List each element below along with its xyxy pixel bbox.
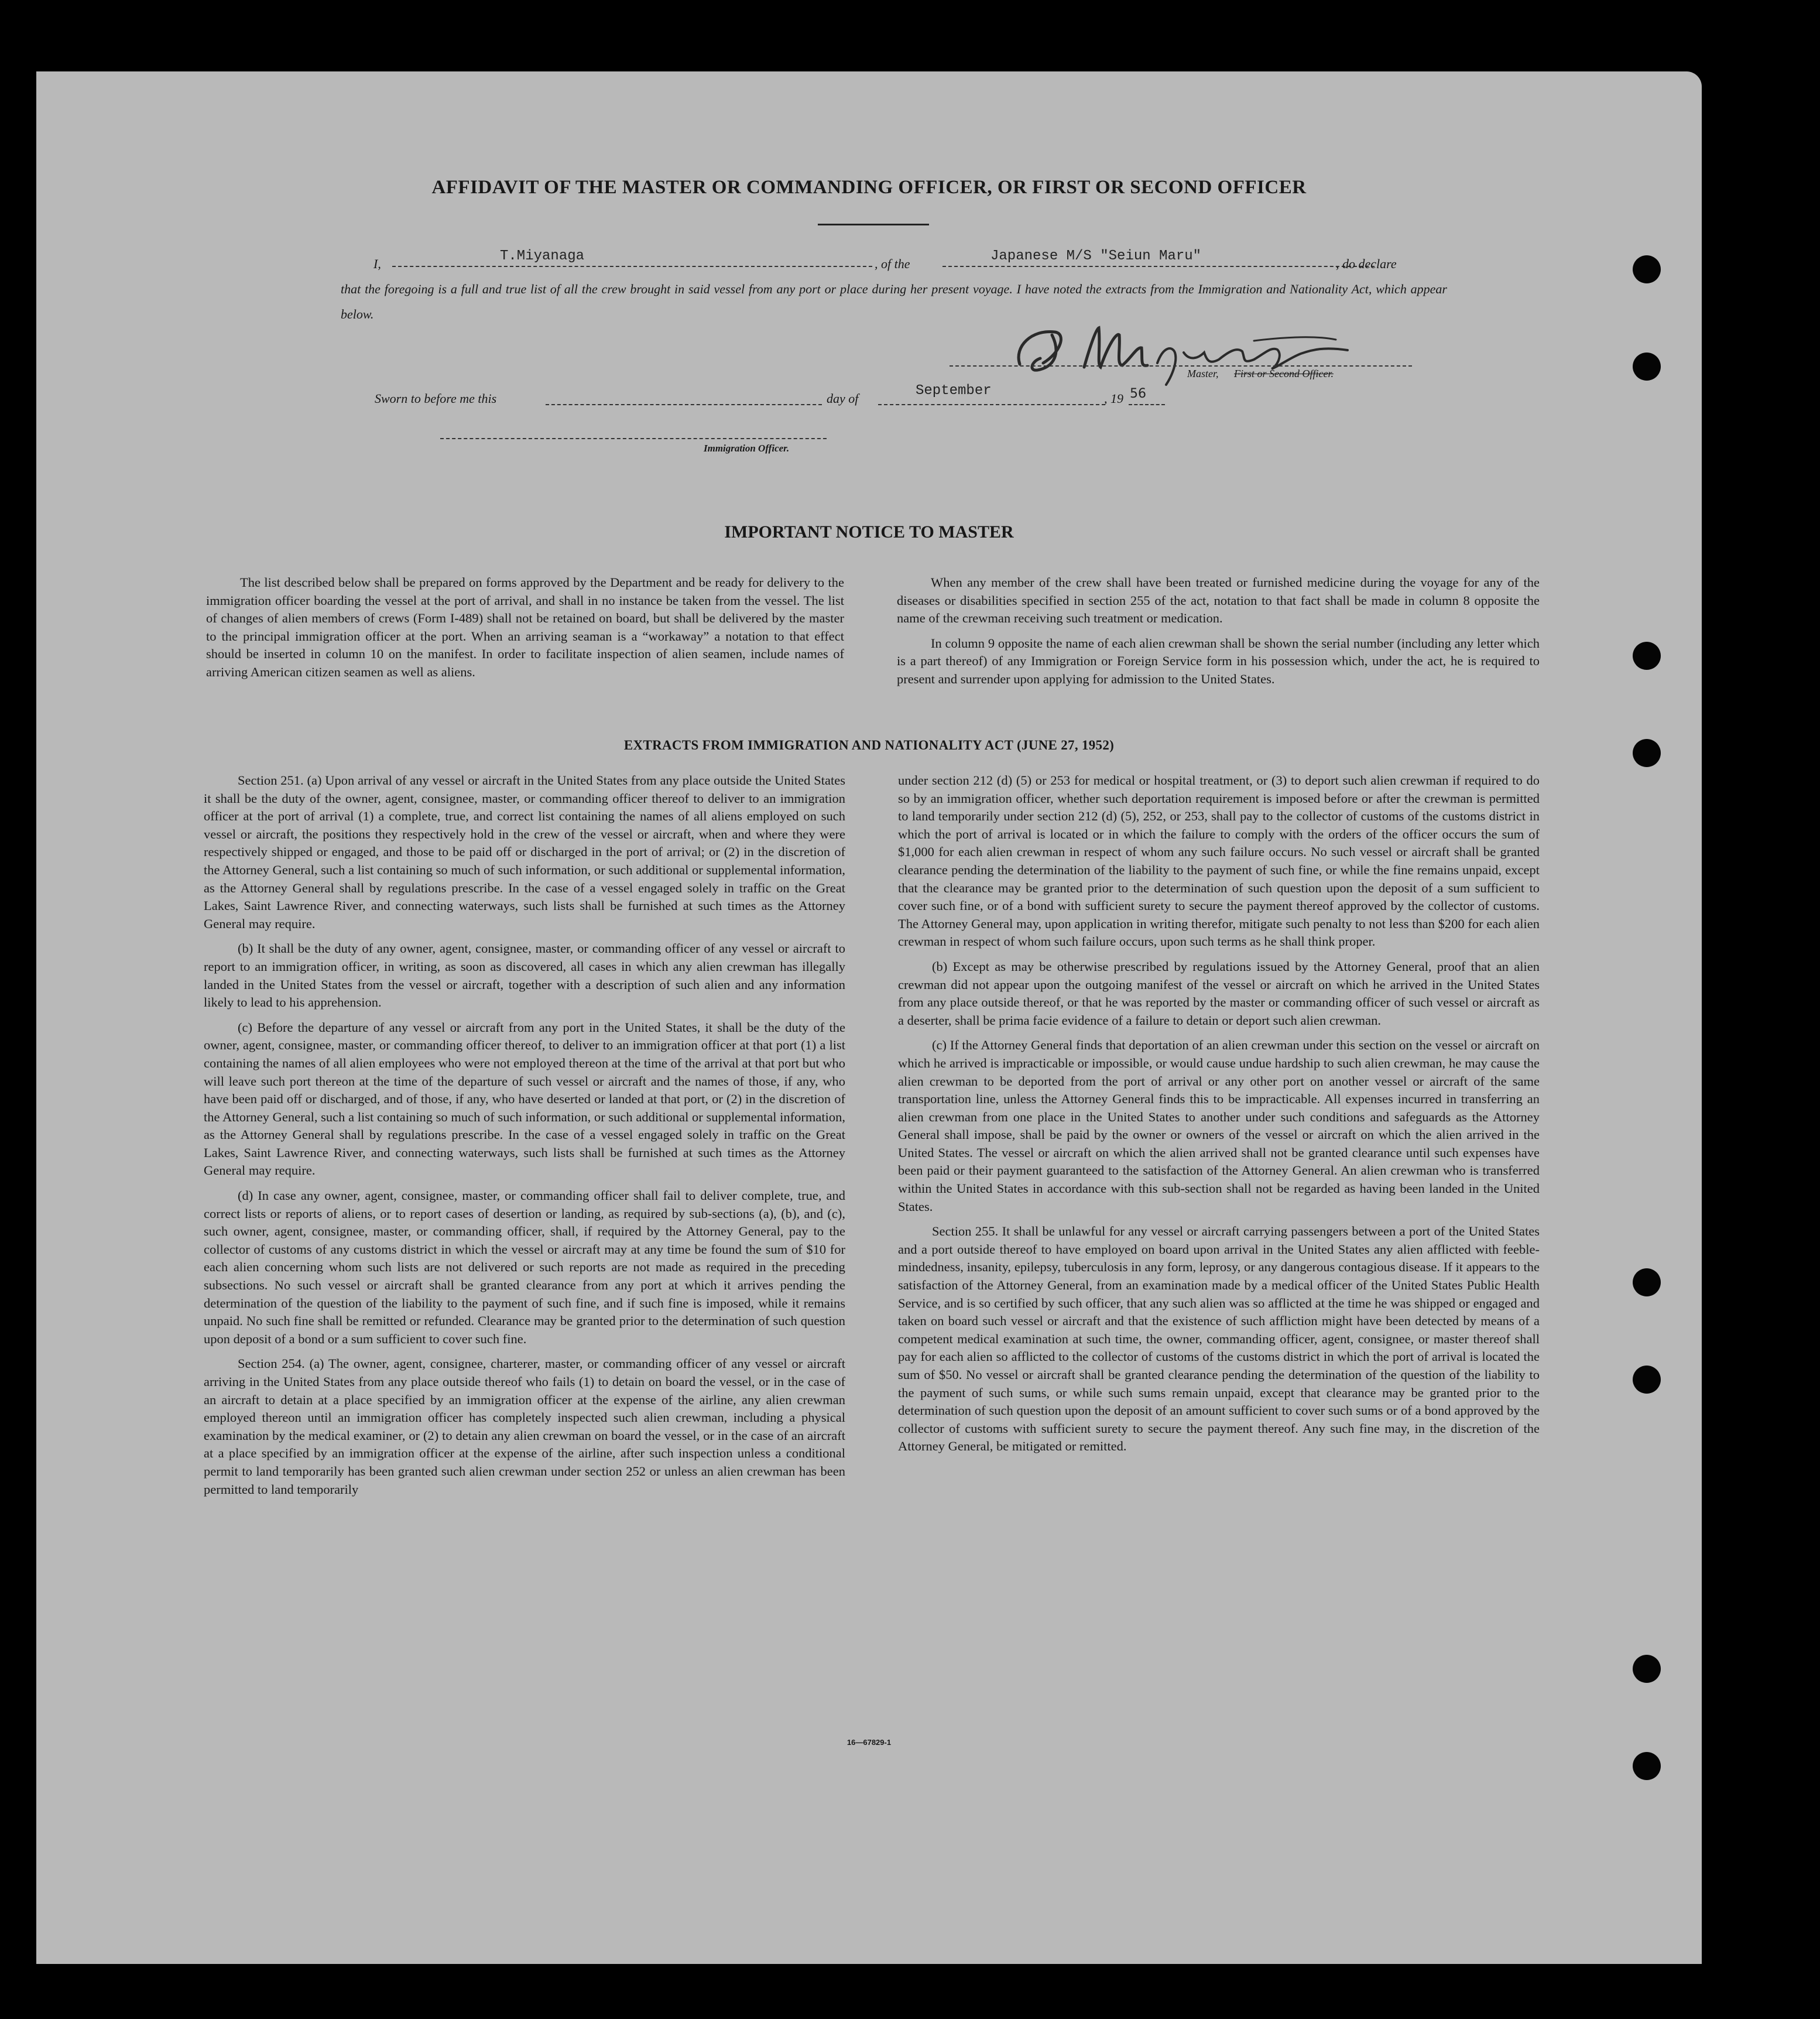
sworn-label: Sworn to before me this — [375, 391, 497, 406]
binder-hole — [1633, 1655, 1661, 1683]
declare-label: , do declare — [1336, 256, 1397, 271]
month-line — [878, 404, 1105, 405]
vessel-line — [942, 266, 1375, 267]
binder-hole — [1633, 255, 1661, 283]
vessel-name-field[interactable]: Japanese M/S "Seiun Maru" — [990, 248, 1202, 264]
form-code: 16—67829-1 — [846, 1738, 892, 1747]
sworn-day-line — [546, 404, 822, 405]
master-label: Master, — [1187, 368, 1219, 379]
of-the-label: , of the — [875, 256, 910, 271]
title-underline — [818, 224, 929, 225]
section-254-a: Section 254. (a) The owner, agent, consignee, charterer, master, or commanding officer of any vessel or aircraft arriving in the United States from any place outside thereof who fails (1) to detain on board the vessel, or in the case of an aircraft to detain at a place specified by an immigration officer at the expense of the airline, any alien crewman employed thereon until an immigration officer has completely inspected such alien crewman, including a physical examination by the medical examiner, or (2) to detain any alien crewman on board the vessel, or in the case of an aircraft at a place specified by an immigration officer at the expense of the airline, after such inspection unless a conditional permit to land temporarily has been granted such alien crewman under section 252 or unless an alien crewman has been permitted to land temporarily — [204, 1356, 845, 1497]
year-field[interactable]: 56 — [1130, 386, 1146, 401]
binder-hole — [1633, 1752, 1661, 1780]
section-254-c: (c) If the Attorney General finds that deportation of an alien crewman under this section on the vessel or aircraft on which he arrived is impracticable or impossible, or would cause undue hardship to such alien crewman, he may cause the alien crewman to be deported from the port of arrival or any other port on another vessel or aircraft of the same transportation line, unless the Attorney General finds this to be impracticable. All expenses incurred in transferring an alien crewman from one place in the United States to another under such conditions and safeguards as the Attorney General shall impose, shall be paid by the owner or owners of the vessel or aircraft on which the alien arrived in the United States. The vessel or aircraft on which the alien arrived shall not be granted clearance until such expenses have been paid or their payment guaranteed to the satisfaction of the Attorney General. An alien crewman who is transferred within the United States in accordance with this sub-section shall not be regarded as having been landed in the United States. — [898, 1038, 1540, 1214]
binder-hole — [1633, 642, 1661, 670]
section-251-d: (d) In case any owner, agent, consignee, master, or commanding officer shall fail to deliver complete, true, and correct lists or reports of aliens, or to report cases of desertion or landing, as required by sub-sections (a), (b), and (c), such owner, agent, consignee, master, or commanding officer, shall, if required by the Attorney General, pay to the collector of customs of any customs district in which the vessel or aircraft may at any time be found the sum of $10 for each alien concerning whom such lists are not delivered or such reports are not made as required in the preceding subsections. No such vessel or aircraft shall be granted clearance from any port at which it arrives pending the determination of the question of the liability to the payment of such fine, and if such fine is imposed, while it remains unpaid. No such fine shall be remitted or refunded. Clearance may be granted prior to the determination of such question upon deposit of a bond or a sum sufficient to cover such fine. — [204, 1188, 845, 1346]
notice-left-column — [206, 574, 844, 682]
section-251-b: (b) It shall be the duty of any owner, agent, consignee, master, or commanding officer of any vessel or aircraft to report to an immigration officer, in writing, as soon as discovered, all cases in which any alien crewman has illegally landed in the United States from the vessel or aircraft, together with a description of such alien and any information likely to lead to his apprehension. — [204, 941, 845, 1010]
notice-paragraph: In column 9 opposite the name of each alien crewman shall be shown the serial number (including any letter which is a part thereof) of any Immigration or Foreign Service form in his possession which, under the act, he is required to present and surrender upon applying for admission to the United States. — [897, 635, 1540, 686]
immigration-officer-label: Immigration Officer. — [704, 443, 790, 454]
year-line — [1129, 404, 1165, 405]
name-line — [392, 266, 872, 267]
year-prefix: , 19 — [1104, 391, 1123, 406]
notice-right-column — [897, 574, 1540, 689]
notice-paragraph: When any member of the crew shall have been treated or furnished medicine during the voyage for any of the diseases or disabilities specified in section 255 of the act, notation to that fact shall be made in column 8 opposite the name of the crewman receiving such treatment or medication. — [897, 575, 1540, 626]
extracts-title: EXTRACTS FROM IMMIGRATION AND NATIONALITY ACT (JUNE 27, 1952) — [623, 738, 1115, 752]
affidavit-statement: that the foregoing is a full and true list of all the crew brought in said vessel from any port or place during her present voyage. I have noted the extracts from the Immigration and Nationality Act, which appear below. — [341, 282, 1447, 321]
i-label: I, — [373, 256, 381, 271]
section-251-c: (c) Before the departure of any vessel or aircraft from any port in the United States, it shall be the duty of the owner, agent, consignee, master, or commanding officer thereof, to deliver to an immigration officer at that port (1) a list containing the names of all alien employees who were not employed thereon at the time of the arrival at that port but who will leave such port thereon at the time of the departure of such vessel or aircraft and the names of those, if any, who have been paid off or discharged, and of those, if any, who have deserted or landed at that port, or (2) in the discretion of the Attorney General, such a list containing so much of such information, or such additional or supplemental information, as the Attorney General shall by regulations prescribe. In the case of a vessel engaged solely in traffic on the Great Lakes, Saint Lawrence River, and connecting waterways, such lists shall be furnished at such times as the Attorney General may require. — [204, 1019, 845, 1178]
signature-line — [950, 365, 1412, 367]
section-251-a: Section 251. (a) Upon arrival of any vessel or aircraft in the United States from any place outside the United States it shall be the duty of the owner, agent, consignee, master, or commanding officer thereof to deliver to an immigration officer at the port of arrival (1) a complete, true, and correct list containing the names of all aliens employed on such vessel or aircraft, the positions they respectively hold in the crew of the vessel or aircraft, when and where they were respectively shipped or engaged, and those to be paid off or discharged in the port of arrival; or (2) in the discretion of the Attorney General, such a list containing so much of such information, or such additional or supplemental information, as the Attorney General shall by regulations prescribe. In the case of a vessel engaged solely in traffic on the Great Lakes, Saint Lawrence River, and connecting waterways, such lists shall be furnished at such times as the Attorney General may require. — [204, 773, 845, 931]
notice-title: IMPORTANT NOTICE TO MASTER — [724, 522, 1014, 542]
master-name-field[interactable]: T.Miyanaga — [500, 248, 585, 264]
notice-paragraph: The list described below shall be prepared on forms approved by the Department and be ready for delivery to the immigration officer boarding the vessel at the port of arrival, and shall in no instance be taken from the vessel. The list of changes of alien members of crews (Form I-489) shall not be retained on board, but shall be delivered by the master to the principal immigration officer at the port. When an arriving seaman is a “workaway” a notation to that effect should be inserted in column 10 on the manifest. In order to facilitate inspection of alien seamen, include names of arriving American citizen seamen as well as aliens. — [206, 575, 844, 679]
section-254-b: (b) Except as may be otherwise prescribed by regulations issued by the Attorney General, proof that an alien crewman did not appear upon the outgoing manifest of the vessel or aircraft on which he arrived in the United States from any place outside thereof, or that he was reported by the master or commanding officer of such vessel or aircraft as a deserter, shall be prima facie evidence of a failure to detain or deport such alien crewman. — [898, 959, 1540, 1028]
extracts-left-column — [204, 772, 845, 1498]
extracts-right-column — [898, 772, 1540, 1456]
day-of-label: day of — [827, 391, 859, 406]
struck-officer-title: First or Second Officer. — [1234, 368, 1334, 379]
section-255: Section 255. It shall be unlawful for any vessel or aircraft carrying passengers between a port of the United States and a port outside thereof to have employed on board upon arrival in the United States any alien afflicted with feeble-mindedness, insanity, epilepsy, tuberculosis in any form, leprosy, or any dangerous contagious disease. If it appears to the satisfaction of the Attorney General, from an examination made by a medical officer of the United States Public Health Service, and is so certified by such officer, that any such alien was so afflicted at the time he was shipped or engaged and taken on board such vessel or aircraft and that the existence of such affliction might have been detected by means of a competent medical examination at such time, the owner, commanding officer, agent, consignee, or master thereof shall pay for each alien so afflicted to the collector of customs of the customs district in which the port of arrival is located the sum of $50. No vessel or aircraft shall be granted clearance pending the determination of the question of the liability to the payment of such sums, or while such sums remain unpaid, except that clearance may be granted prior to the determination of such question upon the deposit of an amount sufficient to cover such sums or of a bond approved by the collector of customs with sufficient surety to secure the payment thereof. Any such fine may, in the discretion of the Attorney General, be mitigated or remitted. — [898, 1224, 1540, 1454]
section-254-a-continued: under section 212 (d) (5) or 253 for medical or hospital treatment, or (3) to deport such alien crewman if required to do so by an immigration officer, whether such deportation requirement is imposed before or after the crewman is permitted to land temporarily under section 212 (d) (5), 252, or 253, shall pay to the collector of customs of the customs district in which the port of arrival is located or in which the failure to comply with the orders of the officer occurs the sum of $1,000 for each alien crewman in respect of whom any such failure occurs. No such vessel or aircraft shall be granted clearance pending the determination of the liability to the payment of such fine, or while the fine remains unpaid, except that the clearance may be granted prior to the determination of such question upon the deposit of a sum sufficient to cover such fine, or of a bond with sufficient surety to secure the payment thereof approved by the collector of customs. The Attorney General may, upon application in writing therefor, mitigate such penalty to not less than $200 for each alien crewman in respect of whom such failure occurs, upon such terms as he shall think proper. — [898, 773, 1540, 949]
binder-hole — [1633, 353, 1661, 381]
binder-hole — [1633, 1366, 1661, 1394]
month-field[interactable]: September — [916, 383, 992, 399]
binder-hole — [1633, 1268, 1661, 1296]
officer-signature-line — [440, 438, 827, 439]
affidavit-title: AFFIDAVIT OF THE MASTER OR COMMANDING OFFICER, OR FIRST OR SECOND OFFICER — [431, 177, 1307, 198]
form-page — [36, 71, 1702, 1964]
